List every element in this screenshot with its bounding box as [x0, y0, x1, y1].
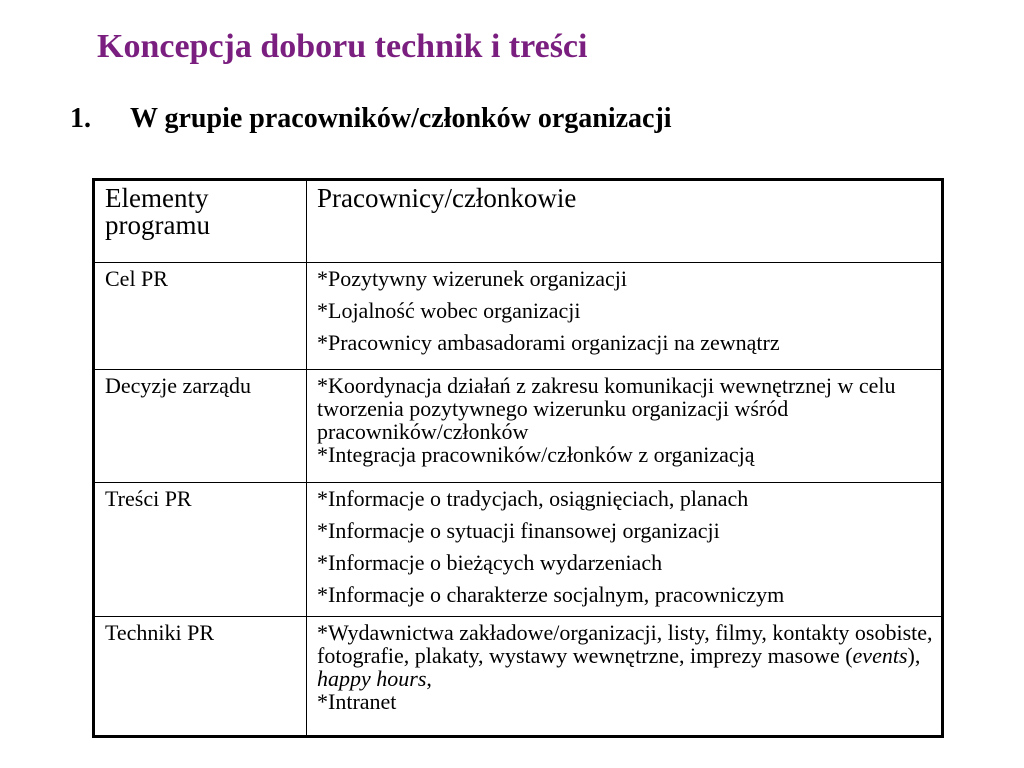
- table-row: [94, 617, 943, 737]
- header-cell-employees: Pracownicy/członkowie: [307, 180, 943, 263]
- row-item-text: *Wydawnictwa zakładowe/organizacji, listy, filmy, kontakty osobiste, fotografie, plakaty, wystawy wewnętrzne, imprezy masowe (: [317, 620, 933, 668]
- row-label: Treści PR: [94, 483, 307, 617]
- row-item: *Informacje o charakterze socjalnym, pracowniczym: [317, 582, 785, 607]
- row-item: *Koordynacja działań z zakresu komunikacji wewnętrznej w celu tworzenia pozytywnego wizerunku organizacji wśród pracowników/członków: [317, 373, 896, 444]
- row-item: *Pozytywny wizerunek organizacji: [317, 266, 627, 291]
- row-content: [307, 263, 943, 370]
- row-item: *Informacje o tradycjach, osiągnięciach, planach: [317, 486, 749, 511]
- row-item: [317, 621, 933, 690]
- slide-title: Koncepcja doboru technik i treści: [97, 28, 588, 65]
- row-item: *Intranet: [317, 689, 397, 714]
- row-item-text: ,: [426, 666, 432, 691]
- table-row: [94, 370, 943, 483]
- row-item-emphasis: happy hours: [317, 666, 427, 691]
- row-item: *Lojalność wobec organizacji: [317, 298, 581, 323]
- table-row: [94, 483, 943, 617]
- table-row: [94, 263, 943, 370]
- section-heading-text: W grupie pracowników/członków organizacji: [130, 103, 672, 134]
- row-label: Techniki PR: [94, 617, 307, 737]
- row-content: [307, 370, 943, 483]
- row-content: [307, 483, 943, 617]
- header-cell-elements: Elementy programu: [94, 180, 307, 263]
- table-header-row: [94, 180, 943, 263]
- row-label: Decyzje zarządu: [94, 370, 307, 483]
- row-label: Cel PR: [94, 263, 307, 370]
- row-item-emphasis: events: [852, 643, 908, 668]
- row-item: *Informacje o sytuacji finansowej organizacji: [317, 518, 720, 543]
- section-number: 1.: [70, 103, 91, 134]
- row-item: *Integracja pracowników/członków z organizacją: [317, 442, 755, 467]
- program-table: [92, 178, 944, 738]
- row-item: *Pracownicy ambasadorami organizacji na zewnątrz: [317, 330, 780, 355]
- row-item: *Informacje o bieżących wydarzeniach: [317, 550, 663, 575]
- section-heading: [70, 103, 672, 135]
- row-item-text: ),: [907, 643, 921, 668]
- row-content: [307, 617, 943, 737]
